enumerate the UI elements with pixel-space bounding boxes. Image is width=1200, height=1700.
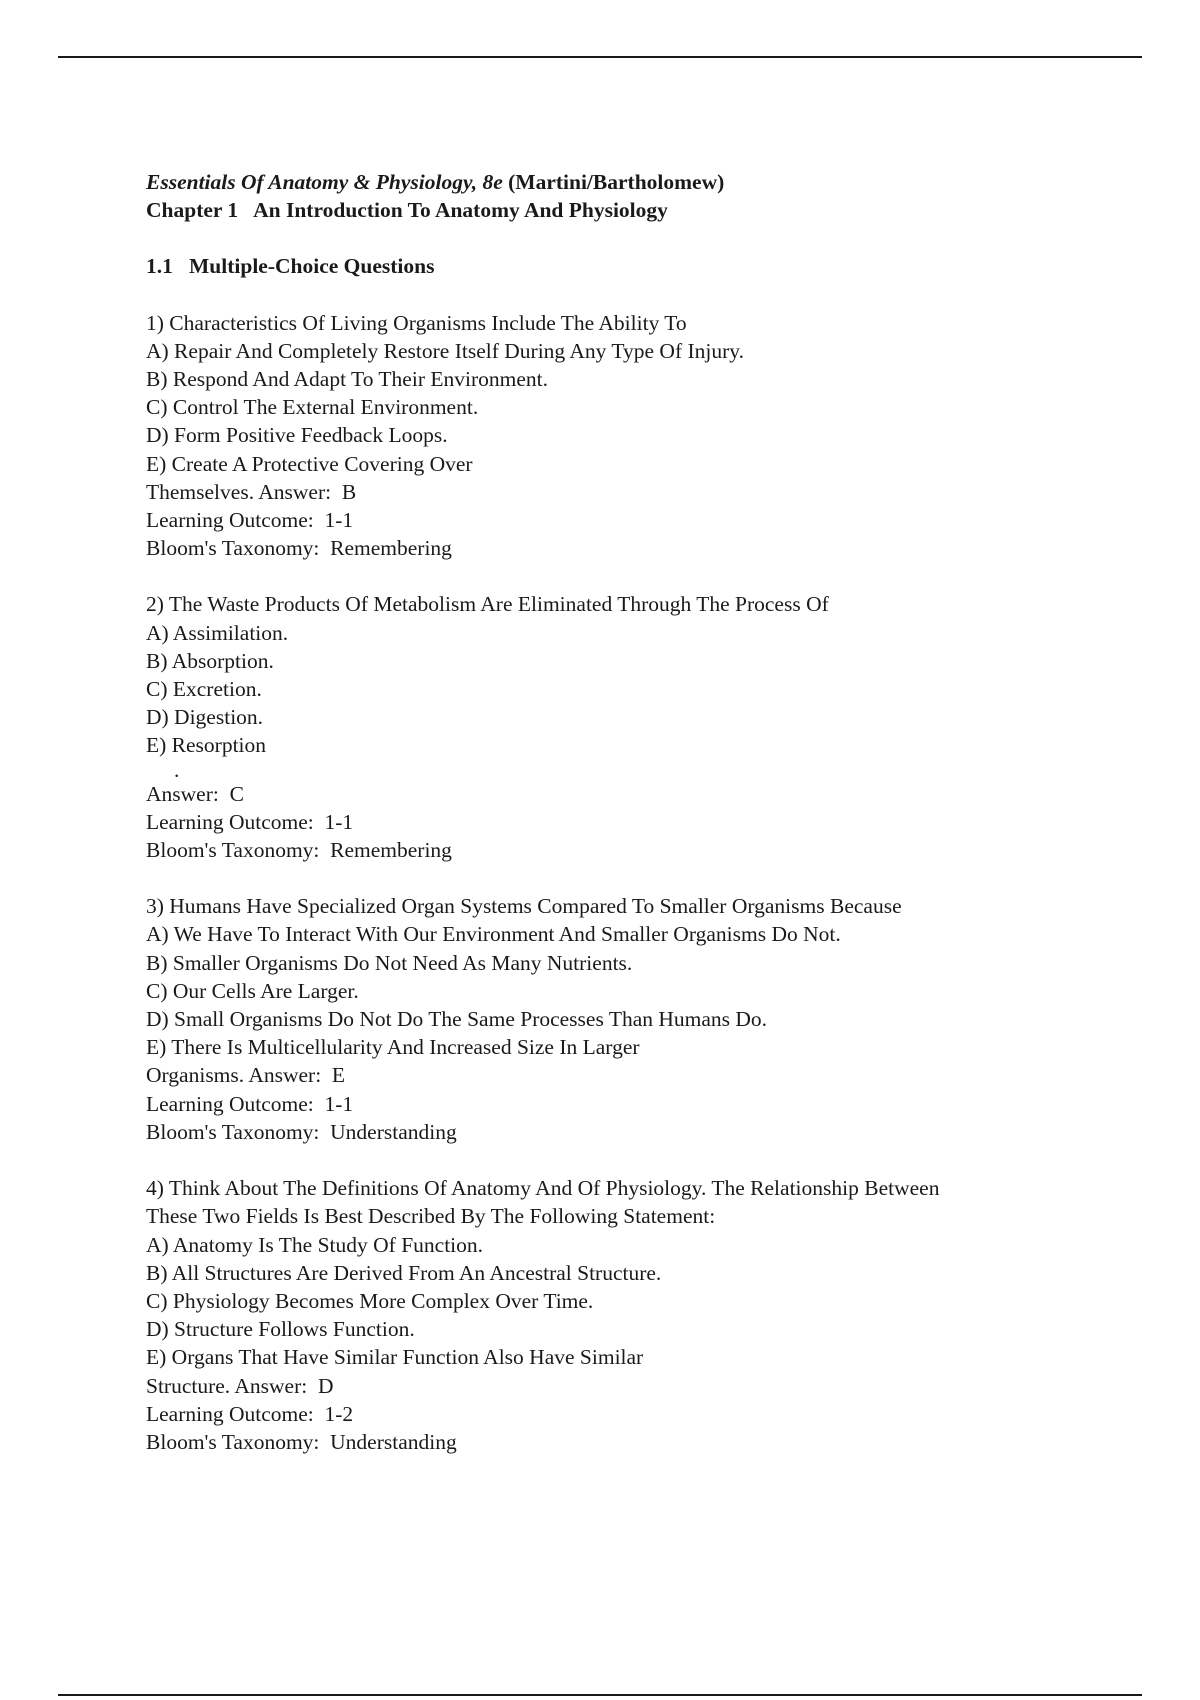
book-authors: (Martini/Bartholomew) xyxy=(502,170,725,194)
answer-key: Answer: C xyxy=(146,781,244,806)
answer-option: B) All Structures Are Derived From An Ancestral Structure. xyxy=(146,1260,662,1285)
answer-option: D) Small Organisms Do Not Do The Same Processes Than Humans Do. xyxy=(146,1007,768,1032)
question-stem-continued: These Two Fields Is Best Described By The Following Statement: xyxy=(146,1204,716,1229)
section-heading: 1.1 Multiple-Choice Questions xyxy=(146,254,435,279)
answer-option: E) There Is Multicellularity And Increased Size In Larger xyxy=(146,1035,640,1060)
question-stem: 2) The Waste Products Of Metabolism Are Eliminated Through The Process Of xyxy=(146,592,829,617)
document-title xyxy=(146,168,1106,224)
answer-option: B) Respond And Adapt To Their Environment. xyxy=(146,367,548,392)
blooms-taxonomy: Bloom's Taxonomy: Remembering xyxy=(146,536,452,561)
answer-option: A) Repair And Completely Restore Itself During Any Type Of Injury. xyxy=(146,338,745,363)
answer-option: E) Create A Protective Covering Over xyxy=(146,451,473,476)
answer-option: E) Resorption xyxy=(146,733,267,758)
answer-option: B) Smaller Organisms Do Not Need As Many Nutrients. xyxy=(146,950,633,975)
question-stem: 3) Humans Have Specialized Organ Systems Compared To Smaller Organisms Because xyxy=(146,894,902,919)
answer-option: D) Structure Follows Function. xyxy=(146,1317,415,1342)
question-stem: 4) Think About The Definitions Of Anatomy And Of Physiology. The Relationship Between xyxy=(146,1176,940,1201)
blooms-taxonomy: Bloom's Taxonomy: Understanding xyxy=(146,1429,457,1454)
blooms-taxonomy: Bloom's Taxonomy: Remembering xyxy=(146,838,452,863)
answer-option: D) Form Positive Feedback Loops. xyxy=(146,423,448,448)
answer-option: A) Assimilation. xyxy=(146,620,289,645)
answer-option: A) We Have To Interact With Our Environment And Smaller Organisms Do Not. xyxy=(146,922,841,947)
answer-option: B) Absorption. xyxy=(146,648,274,673)
learning-outcome: Learning Outcome: 1-1 xyxy=(146,1091,354,1116)
question-block xyxy=(146,892,1106,1146)
question-block xyxy=(146,590,1106,864)
answer-option: C) Excretion. xyxy=(146,677,262,702)
learning-outcome: Learning Outcome: 1-1 xyxy=(146,809,354,834)
stray-period: . xyxy=(174,757,180,782)
answer-option: C) Physiology Becomes More Complex Over Time. xyxy=(146,1288,594,1313)
book-title: Essentials Of Anatomy & Physiology, 8e xyxy=(146,170,503,194)
bottom-rule xyxy=(58,1694,1142,1696)
learning-outcome: Learning Outcome: 1-1 xyxy=(146,508,354,533)
question-stem: 1) Characteristics Of Living Organisms Include The Ability To xyxy=(146,310,687,335)
question-block xyxy=(146,309,1106,563)
answer-key: Themselves. Answer: B xyxy=(146,479,357,504)
answer-option: D) Digestion. xyxy=(146,705,264,730)
answer-option: C) Control The External Environment. xyxy=(146,395,479,420)
learning-outcome: Learning Outcome: 1-2 xyxy=(146,1401,354,1426)
blooms-taxonomy: Bloom's Taxonomy: Understanding xyxy=(146,1119,457,1144)
answer-key: Organisms. Answer: E xyxy=(146,1063,346,1088)
top-rule xyxy=(58,56,1142,58)
answer-option: E) Organs That Have Similar Function Also Have Similar xyxy=(146,1345,644,1370)
document-body xyxy=(146,168,1106,1456)
answer-option: C) Our Cells Are Larger. xyxy=(146,978,359,1003)
question-block xyxy=(146,1174,1106,1456)
answer-option: A) Anatomy Is The Study Of Function. xyxy=(146,1232,484,1257)
chapter-title: Chapter 1 An Introduction To Anatomy And Physiology xyxy=(146,198,668,223)
answer-key: Structure. Answer: D xyxy=(146,1373,334,1398)
